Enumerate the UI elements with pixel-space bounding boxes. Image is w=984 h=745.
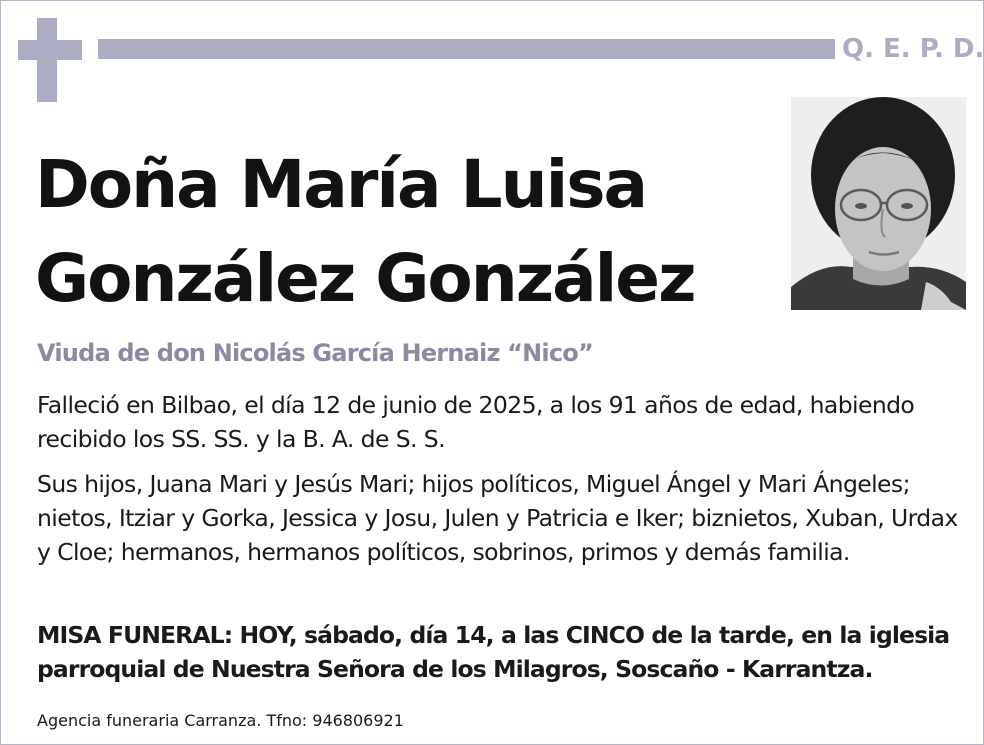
funeral-agency: Agencia funeraria Carranza. Tfno: 946806921 bbox=[37, 711, 404, 730]
death-notice: Falleció en Bilbao, el día 12 de junio de 2025, a los 91 años de edad, habiendo recibido los SS. SS. y la B. A. de S. S. bbox=[37, 391, 915, 453]
name-line-1: Doña María Luisa bbox=[35, 146, 647, 223]
cross-icon bbox=[18, 18, 82, 102]
name-line-2: González González bbox=[35, 240, 695, 317]
funeral-details: MISA FUNERAL: HOY, sábado, día 14, a las CINCO de la tarde, en la iglesia parroquial de Nuestra Señora de los Milagros, Soscaño - Karrantza. bbox=[37, 621, 950, 683]
widow-subtitle: Viuda de don Nicolás García Hernaiz “Nico” bbox=[37, 339, 593, 367]
portrait-photo bbox=[791, 97, 966, 310]
qepd-label: Q. E. P. D. bbox=[842, 34, 984, 64]
family-list: Sus hijos, Juana Mari y Jesús Mari; hijos políticos, Miguel Ángel y Mari Ángeles; nietos, Itziar y Gorka, Jessica y Josu, Julen y Patricia e Iker; biznietos, Xuban, Urdax y Cloe; hermanos, hermanos políticos, sobrinos, primos y demás familia. bbox=[37, 470, 958, 566]
header-bar bbox=[98, 39, 835, 59]
deceased-name bbox=[35, 138, 694, 326]
